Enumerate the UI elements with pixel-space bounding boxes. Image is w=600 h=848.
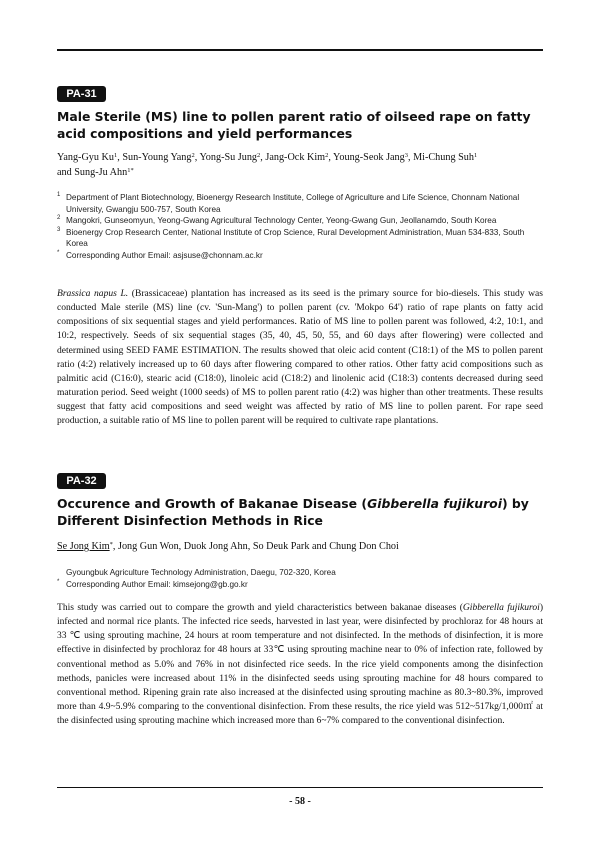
affiliation-list [57,567,543,590]
abstract-body: Brassica napus L. (Brassicaceae) plantation has increased as its seed is the primary source for bio-diesels. This study was conducted Male sterile (MS) line (cv. 'Sun-Mang') to pollen parent (cv. 'Mokpo 64') ratio of rape plants on fatty acid compositions of six sequential stages and yield performances. Ratio of MS line to pollen parent was followed, 4:2, 10:1, and 10:2, respectively. Seeds of six sequential stages (35, 40, 45, 50, 55, and 60 days after flowering) were collected and determined using SEED FAME ESTIMATION. The results showed that oleic acid content (C18:1) of the MS to pollen parent ratio (4:2) relatively increased up to 60 days after flowering compared to other ratios. Other fatty acid compositions such as palmitic acid (C16:0), stearic acid (C18:0), linoleic acid (C18:2) and linolenic acid (C18:3) contents decreased during seed maturation period. Seed weight (1000 seeds) of MS to pollen parent ratio (4:2) was higher than other treatments. These results suggest that fatty acid compositions and seed weight was affected by ratio of MS line to pollen parent. For rape seed production, a suitable ratio of MS line to pollen parent will be required to cultivate rape plantations. [57,288,543,427]
affiliation-marker: * [57,578,60,585]
affiliation-item [57,192,543,215]
affiliation-text: Bioenergy Crop Research Center, National Institute of Crop Science, Rural Development Administration, Muan 534-833, South Korea [66,227,525,249]
affiliation-item [57,215,543,227]
affiliation-text: Gyoungbuk Agriculture Technology Administration, Daegu, 702-320, Korea [66,568,336,577]
affiliation-item [57,250,543,262]
author-name: Mi-Chung Suh [413,152,474,163]
affiliation-marker: 2 [325,152,329,159]
author-name: Sun-Young Yang [122,152,192,163]
affiliation-item [57,579,543,591]
affiliation-item [57,227,543,250]
author-list: Yang-Gyu Ku$^1$, Sun-Young Yang$^2$, Yong-Su Jung$^2$, Jang-Ock Kim$^2$, Young-Seok Jang$^3$, Mi-Chung Suh$^1$ and Sung-Ju Ahn$^{1*}$ [57,152,478,178]
page-number: - 58 - [289,796,311,807]
author-name: Sung-Ju Ahn [74,167,128,178]
abstract-code-badge: PA-31 [57,86,106,102]
affiliation-text: Corresponding Author Email: asjsuse@chonnam.ac.kr [66,250,263,260]
abstract-body: This study was carried out to compare the growth and yield characteristics between bakanae diseases (Gibberella fujikuroi) infected and normal rice plants. The infected rice seeds, harvested in last year, were disinfected by prochloraz for 48 hours at 33 ℃ using sprouting machine, 24 hours at room temperature and not disinfected. In the methods of disinfection, it is more effective in disinfected by prochloraz for 48 hours at 33℃ using sprouting machine near to 0% of infection rate, followed by conventional method as 5.0% and 76% in not disinfected rice seeds. In the rice yield components among the disinfection methods, panicles were increased about 11% in the disinfected seeds using sprouting machine for 48 hours compared to conventional method. Ripening grain rate also increased at the disinfected using sprouting machine as 80.3~80.3%, improved more than 4.9~5.9% comparing to the conventional disinfection. From these results, the rice yield was 512~517kg/1,000㎡ at the disinfected using sprouting machine which increased more than 6~7% compared to the conventional disinfection. [57,602,543,727]
affiliation-item [57,567,543,579]
affiliation-text: Mangokri, Gunseomyun, Yeong-Gwang Agricultural Technology Center, Yeong-Gwang Gun, Jeollanamdo, South Korea [66,216,497,226]
affiliation-marker: 1 [473,152,478,159]
affiliation-marker: 1* [127,167,134,174]
affiliation-marker: 2 [191,152,195,159]
author-name: Yang-Gyu Ku [57,152,114,163]
author-name: Young-Seok Jang [333,152,405,163]
footer-rule [57,787,543,788]
affiliation-list [57,192,543,262]
author-name: Yong-Su Jung [199,152,258,163]
affiliation-marker: 3 [57,226,61,233]
species-name: Gibberella fujikuroi [462,602,540,613]
abstract-code-badge: PA-32 [57,473,106,489]
affiliation-marker: 2 [57,215,61,222]
presenting-author: Se Jong Kim [57,541,110,552]
abstract-title: Occurence and Growth of Bakanae Disease (Gibberella fujikuroi) by Different Disinfection Methods in Rice [57,496,529,528]
affiliation-marker: 1 [57,192,61,198]
header-rule [57,49,543,51]
author-name: Jang-Ock Kim [265,152,326,163]
affiliation-marker: 3 [404,152,408,159]
abstract-title: Male Sterile (MS) line to pollen parent ratio of oilseed rape on fatty acid compositions and yield performances [57,109,531,141]
affiliation-text: Corresponding Author Email: kimsejong@gb.go.kr [66,579,248,589]
author-list: Se Jong Kim*, Jong Gun Won, Duok Jong Ahn, So Deuk Park and Chung Don Choi [57,541,399,552]
affiliation-marker: * [57,249,60,256]
affiliation-marker: 1 [113,152,118,159]
affiliation-marker: 2 [257,152,261,159]
affiliation-text: Department of Plant Biotechnology, Bioenergy Research Institute, College of Agriculture and Life Science, Chonnam National University, Gwangju 500-757, South Korea [66,193,520,214]
species-name: Brassica napus L. [57,288,129,299]
